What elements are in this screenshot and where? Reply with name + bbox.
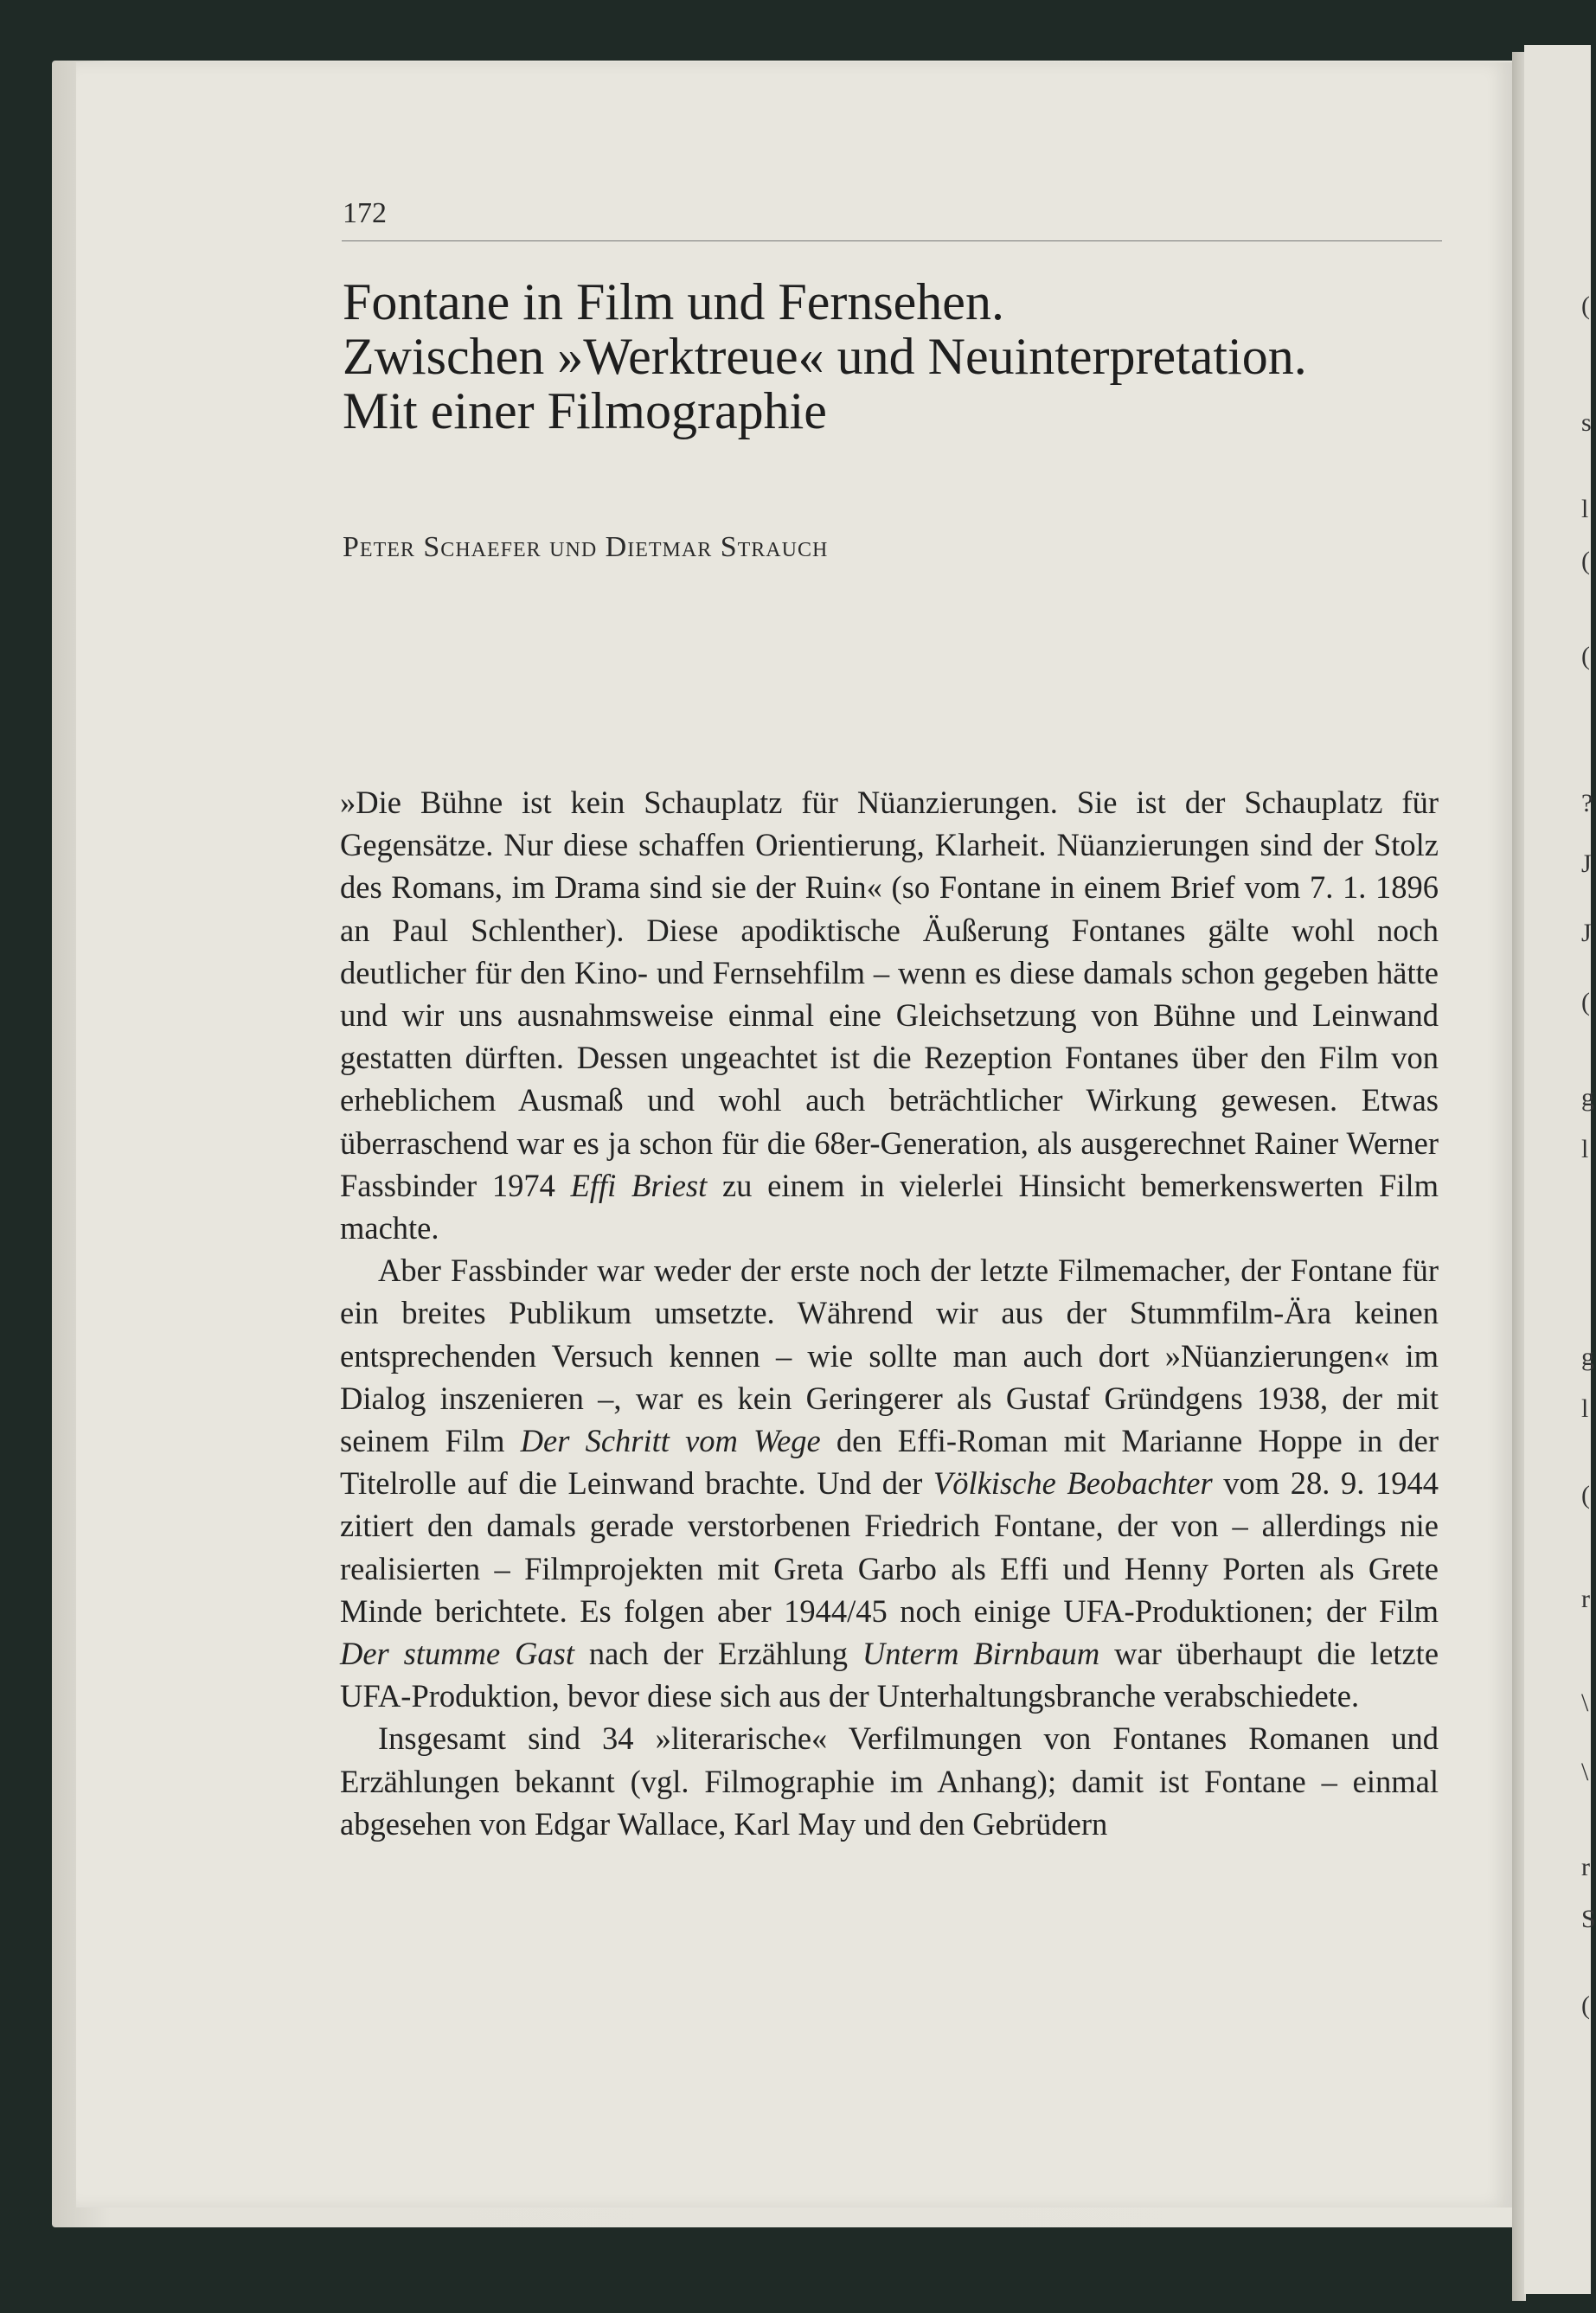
header-rule (342, 240, 1442, 241)
paragraph-1: »Die Bühne ist kein Schauplatz für Nüanzierungen. Sie ist der Schauplatz für Gegensätze. Nur diese schaffen Orientierung, Klarheit. Nüanzierungen sind der Stolz des Romans, im Drama sind sie der Ruin« (so Fontane in einem Brief vom 7. 1. 1896 an Paul Schlenther). Diese apodiktische Äußerung Fontanes gälte wohl noch deutlicher für den Kino- und Fernsehfilm – wenn es diese damals schon gegeben hätte und wir uns ausnahmsweise einmal eine Gleichsetzung von Bühne und Leinwand gestatten dürften. Dessen ungeachtet ist die Rezeption Fontanes über den Film von erheblichem Ausmaß und wohl auch beträchtlicher Wirkung gewesen. Etwas überraschend war es ja schon für die 68er-Generation, als ausgerechnet Rainer Werner Fassbinder 1974 Effi Briest zu einem in vielerlei Hinsicht bemerkenswerten Film machte. (340, 785, 1439, 1246)
facing-page-glyph: l (1581, 1394, 1589, 1423)
article-authors: Peter Schaefer und Dietmar Strauch (343, 531, 829, 563)
facing-page-glyph: ( (1581, 642, 1590, 670)
film-title: Der stumme Gast (340, 1636, 574, 1672)
facing-page-glyph: g (1581, 1342, 1594, 1371)
facing-page-glyph: ? (1581, 789, 1593, 817)
title-line-1: Fontane in Film und Fernsehen. (343, 273, 1004, 330)
facing-page-glyph: \ (1581, 1688, 1589, 1717)
title-line-2: Zwischen »Werktreue« und Neuinterpretation. (343, 328, 1307, 385)
facing-page-glyph: ( (1581, 547, 1590, 575)
facing-page-glyph: ( (1581, 988, 1590, 1016)
page-number: 172 (343, 197, 387, 229)
film-title: Der Schritt vom Wege (520, 1423, 821, 1459)
newspaper-title: Völkische Beobachter (933, 1465, 1213, 1502)
facing-page-glyph: J (1581, 919, 1592, 947)
paragraph-3: Insgesamt sind 34 »literarische« Verfilmungen von Fontanes Romanen und Erzählungen bekannt (vgl. Filmographie im Anhang); damit ist Fontane – einmal abgesehen von Edgar Wallace, Karl May und den Gebrüdern (340, 1720, 1439, 1842)
facing-page-glyph: ( (1581, 292, 1590, 320)
film-title: Effi Briest (570, 1167, 708, 1203)
facing-page-glyph: \ (1581, 1758, 1589, 1786)
story-title: Unterm Birnbaum (862, 1636, 1100, 1672)
facing-page-glyph: r (1581, 1853, 1590, 1881)
facing-page-glyph: J (1581, 849, 1592, 878)
facing-page-edge (1524, 45, 1596, 2294)
facing-page-glyph: r (1581, 1585, 1590, 1613)
facing-page-glyph: l (1581, 495, 1589, 523)
facing-page-glyph: g (1581, 1083, 1594, 1112)
article-title (343, 275, 1450, 439)
paragraph-2: Aber Fassbinder war weder der erste noch der letzte Filmemacher, der Fontane für ein breites Publikum umsetzte. Während wir aus der Stummfilm-Ära keinen entsprechenden Versuch kennen – wie sollte man auch dort »Nüanzierungen« im Dialog inszenieren –, war es kein Geringerer als Gustaf Gründgens 1938, der mit seinem Film Der Schritt vom Wege den Effi-Roman mit Marianne Hoppe in der Titelrolle auf die Leinwand brachte. Und der Völkische Beobachter vom 28. 9. 1944 zitiert den damals gerade verstorbenen Friedrich Fontane, der von – allerdings nie realisierten – Filmprojekten mit Greta Garbo als Effi und Henny Porten als Grete Minde berichtete. Es folgen aber 1944/45 noch einige UFA-Produktionen; der Film Der stumme Gast nach der Erzählung Unterm Birnbaum war überhaupt die letzte UFA-Produktion, bevor diese sich aus der Unterhaltungsbranche verabschiedete. (340, 1253, 1439, 1714)
facing-page-glyph: s (1581, 408, 1592, 437)
article-body (340, 781, 1439, 1845)
title-line-3: Mit einer Filmographie (343, 382, 827, 439)
facing-page-glyph: S (1581, 1905, 1596, 1933)
facing-page-glyph: ( (1581, 1481, 1590, 1509)
facing-page-glyph: l (1581, 1135, 1589, 1163)
facing-page-glyph: ( (1581, 1991, 1590, 2020)
